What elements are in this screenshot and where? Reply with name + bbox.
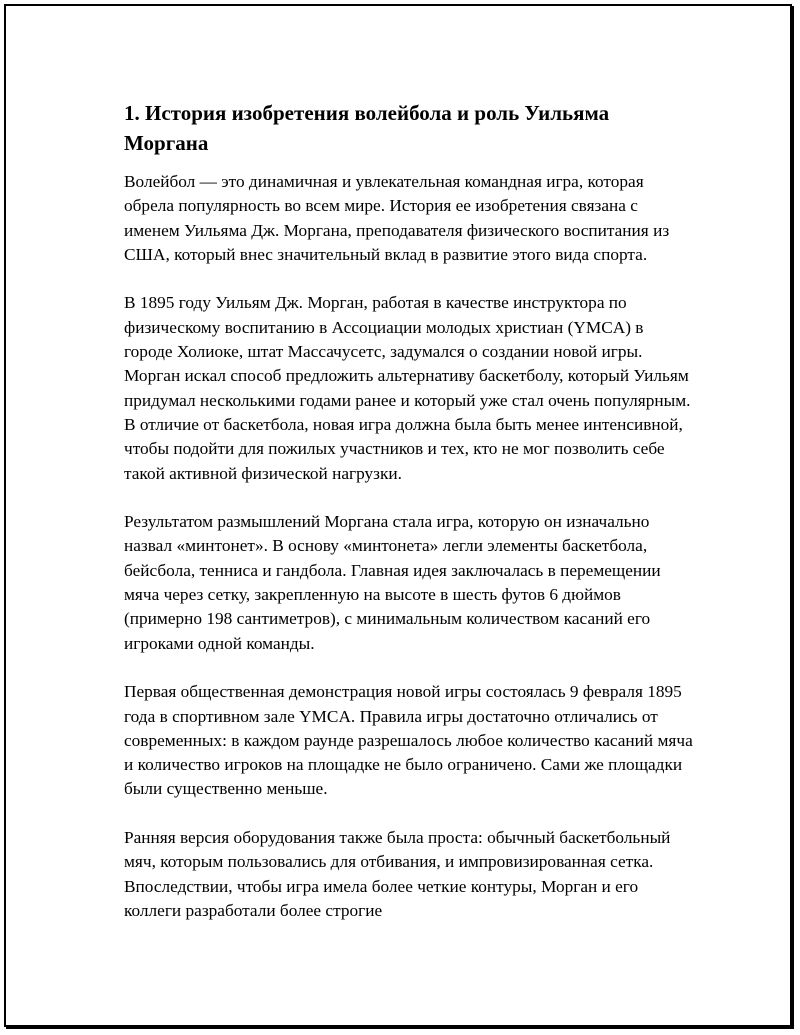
document-page (4, 4, 792, 1027)
paragraph-first-demonstration: Первая общественная демонстрация новой игры состоялась 9 февраля 1895 года в спортивном зале YMCA. Правила игры достаточно отличались от современных: в каждом раунде разрешалось любое количество касаний мяча и количество игроков на площадке не было ограничено. Сами же площадки были существенно меньше. (124, 682, 693, 799)
document-body (124, 98, 696, 948)
paragraph-mintonette: Результатом размышлений Моргана стала игра, которую он изначально назвал «минтонет». В основу «минтонета» легли элементы баскетбола, бейсбола, тенниса и гандбола. Главная идея заключалась в перемещении мяча через сетку, закрепленную на высоте в шесть футов 6 дюймов (примерно 198 сантиметров), с минимальным количеством касаний его игроками одной команды. (124, 512, 661, 653)
paragraph-intro: Волейбол — это динамичная и увлекательная командная игра, которая обрела популярность во всем мире. История ее изобретения связана с именем Уильяма Дж. Моргана, преподавателя физического воспитания из США, который внес значительный вклад в развитие этого вида спорта. (124, 172, 670, 264)
paragraph-1895-origin: В 1895 году Уильям Дж. Морган, работая в качестве инструктора по физическому воспитанию в Ассоциации молодых христиан (YMCA) в городе Холиоке, штат Массачусетс, задумался о создании новой игры. Морган искал способ предложить альтернативу баскетболу, который Уильям придумал несколькими годами ранее и который уже стал очень популярным. В отличие от баскетбола, новая игра должна была быть менее интенсивной, чтобы подойти для пожилых участников и тех, кто не мог позволить себе такой активной физической нагрузки. (124, 293, 691, 483)
paragraph-early-equipment: Ранняя версия оборудования также была проста: обычный баскетбольный мяч, которым пользовались для отбивания, и импровизированная сетка. Впоследствии, чтобы игра имела более четкие контуры, Морган и его коллеги разработали более строгие (124, 828, 671, 920)
section-heading: 1. История изобретения волейбола и роль Уильяма Моргана (124, 101, 610, 155)
